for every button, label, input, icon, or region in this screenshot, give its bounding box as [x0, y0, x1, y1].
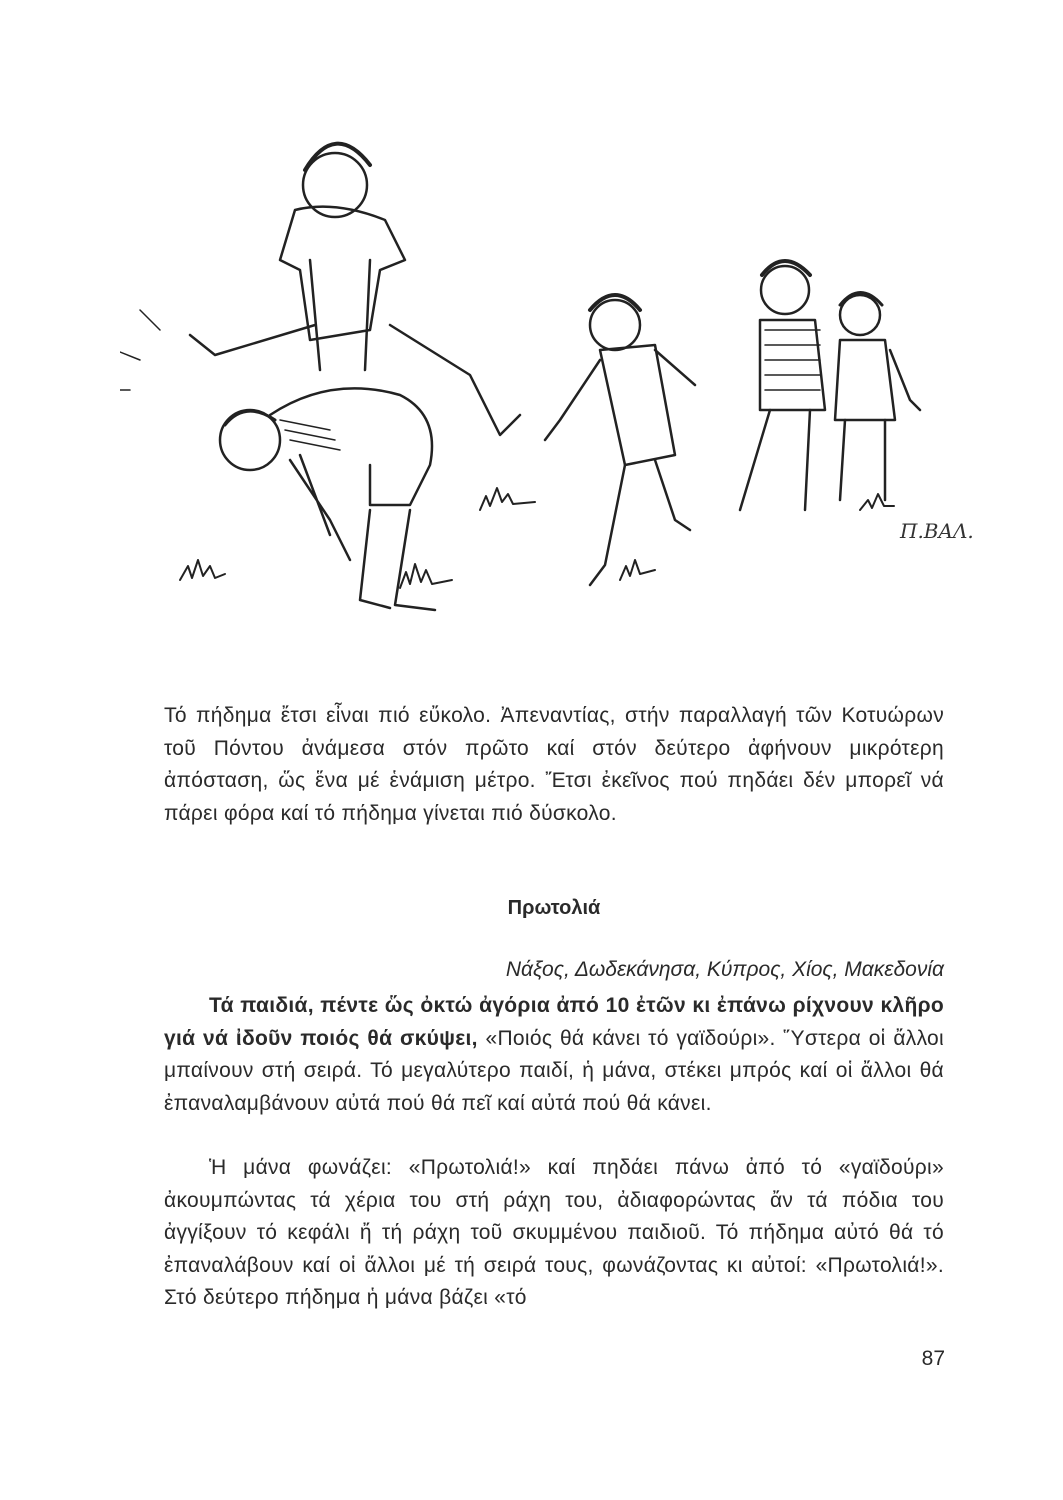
grass-icon: [180, 488, 894, 588]
paragraph-rules-rest: «Ποιός θά κάνει τό γαϊδούρι». Ὕστερα οἱ ἄλλοι μπαίνουν στή σειρά. Τό μεγαλύτερο παιδί, ἡ μάνα, στέκει μπρός καί οἱ ἄλλοι θά ἐπαναλαμβάνουν αὐτά πού θά πεῖ καί αὐτά πού θά κάνει.: [164, 1026, 944, 1115]
illustration-signature: Π.ΒΑΛ.: [900, 519, 974, 543]
bent-child-figure: [220, 388, 435, 610]
paragraph-koturo-variant: Τό πήδημα ἔτσι εἶναι πιό εὔκολο. Ἀπεναντίας, στήν παραλλαγή τῶν Κοτυώρων τοῦ Πόντου ἀνάμεσα στόν πρῶτο καί στόν δεύτερο ἀφήνουν μικρότερη ἀπόσταση, ὥς ἕνα μέ ἑνάμιση μέτρο. Ἔτσι ἐκεῖνος πού πηδάει δέν μπορεῖ νά πάρει φόρα καί τό πήδημα γίνεται πιό δύσκολο.: [164, 704, 944, 825]
paragraph-rules-lead: Τά παιδιά, πέντε ὥς ὀκτώ ἀγόρια ἀπό 10 ἐτῶν κι ἐπάνω ρίχνουν κλῆρο γιά νά ἰδοῦν ποιός θά σκύψει,: [164, 994, 944, 1050]
three-children-figures: [545, 261, 920, 585]
paragraph-rules: [164, 990, 944, 1120]
paragraph-gameplay: Ἡ μάνα φωνάζει: «Πρωτολιά!» καί πηδάει πάνω ἀπό τό «γαϊδούρι» ἀκουμπώντας τά χέρια του στή ράχη του, ἀδιαφορώντας ἄν τά πόδια του ἀγγίξουν τό κεφάλι ἤ τή ράχη τοῦ σκυμμένου παιδιοῦ. Τό πήδημα αὐτό θά τό ἐπαναλάβουν καί οἱ ἄλλοι μέ τή σειρά τους, φωνάζοντας κι αὐτοί: «Πρωτολιά!». Στό δεύτερο πήδημα ἡ μάνα βάζει «τό: [164, 1156, 944, 1309]
leapfrog-illustration: [120, 110, 1000, 640]
page-number: 87: [921, 1347, 945, 1370]
section-regions: Νάξος, Δωδεκάνησα, Κύπρος, Χίος, Μακεδονία: [505, 958, 944, 981]
section-heading: Πρωτολιά: [507, 897, 601, 919]
